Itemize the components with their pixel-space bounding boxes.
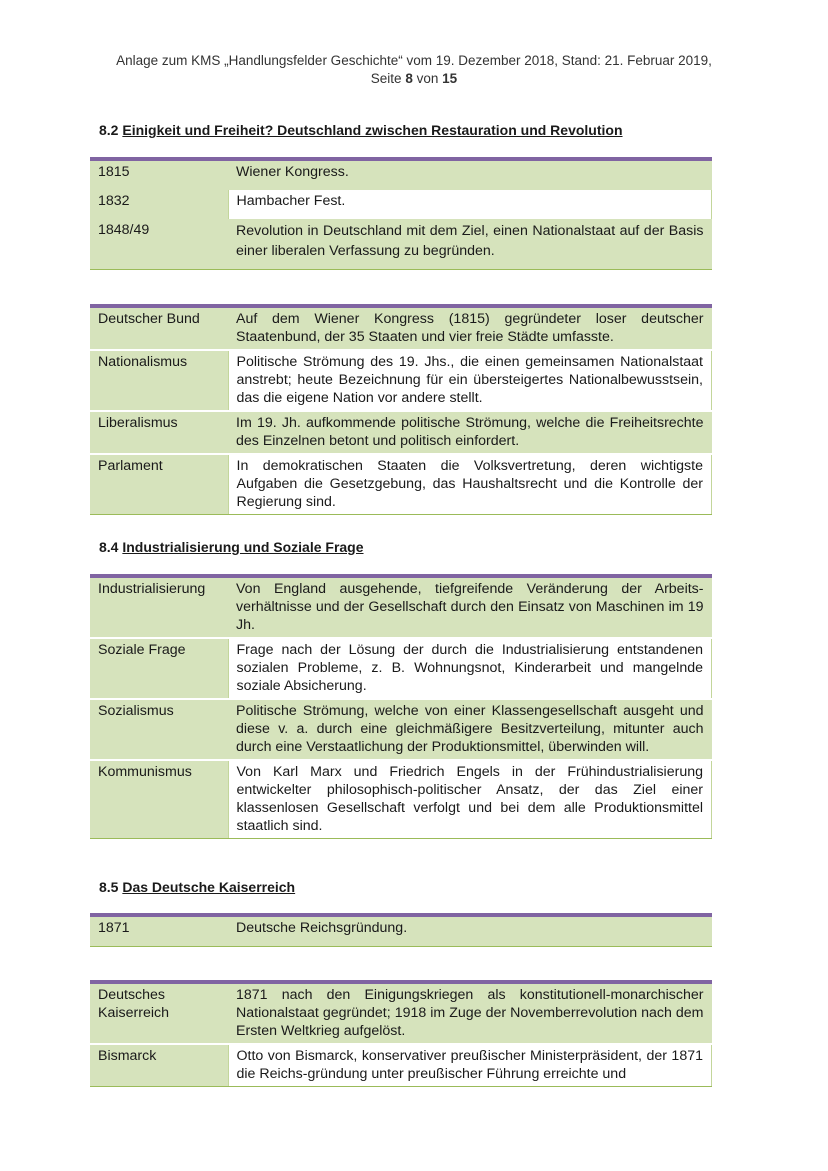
event-cell: Hambacher Fest. (228, 190, 712, 219)
section-heading-8-2: 8.2 Einigkeit und Freiheit? Deutschland zwischen Restauration und Revolution (99, 122, 623, 138)
page-header (0, 52, 828, 88)
terms-table-8-5 (90, 980, 712, 1087)
definition-cell: Frage nach der Lösung der durch die Industrialisierung entstandenen sozialen Probleme, z. B. Wohnungsnot, Kinderarbeit und mangelnde soziale Absicherung. (228, 638, 712, 699)
definition-cell: Otto von Bismarck, konservativer preußischer Ministerpräsident, der 1871 die Reichs-gründung unter preußischer Führung erreichte und (228, 1044, 712, 1087)
term-cell: Bismarck (90, 1044, 228, 1087)
term-cell: Sozialismus (90, 699, 228, 760)
table-row (90, 159, 712, 190)
header-line: Anlage zum KMS „Handlungsfelder Geschichte“ vom 19. Dezember 2018, Stand: 21. Februar 2019, (116, 53, 712, 68)
definition-cell: Auf dem Wiener Kongress (1815) gegründeter loser deutscher Staatenbund, der 35 Staaten und vier freie Städte umfasste. (228, 306, 712, 350)
definition-cell: Politische Strömung, welche von einer Klassengesellschaft ausgeht und diese v. a. durch eine gleichmäßigere Besitzverteilung, mitunter auch durch eine Verstaatlichung der Produktionsmittel, überwinden will. (228, 699, 712, 760)
table-row (90, 915, 712, 947)
term-cell: Soziale Frage (90, 638, 228, 699)
definition-cell: Von England ausgehende, tiefgreifende Veränderung der Arbeitsverhältnisse und der Gesellschaft durch den Einsatz von Maschinen im 19 Jh. (228, 576, 712, 638)
term-cell: Liberalismus (90, 411, 228, 454)
event-cell: Wiener Kongress. (228, 159, 712, 190)
dates-table-8-2 (90, 157, 712, 270)
term-cell: Kommunismus (90, 760, 228, 839)
definition-cell: Im 19. Jh. aufkommende politische Strömung, welche die Freiheitsrechte des Einzelnen betont und politisch einfordert. (228, 411, 712, 454)
date-cell: 1848/49 (90, 219, 228, 270)
event-cell: Deutsche Reichsgründung. (228, 915, 712, 947)
terms-table-8-2 (90, 304, 712, 515)
date-cell: 1832 (90, 190, 228, 219)
section-heading-8-4: 8.4 Industrialisierung und Soziale Frage (99, 539, 364, 555)
date-cell: 1871 (90, 915, 228, 947)
dates-table-8-5 (90, 913, 712, 947)
definition-cell: Politische Strömung des 19. Jhs., die einen gemeinsamen Nationalstaat anstrebt; heute Bezeichnung für ein übersteigertes Nationalbewusstsein, das die eigene Nation vor andere stellt. (228, 350, 712, 411)
definition-cell: Von Karl Marx und Friedrich Engels in der Frühindustrialisierung entwickelter philosophisch-politischer Ansatz, der das Ziel einer klassenlosen Gesellschaft verfolgt und bei dem alle Produktionsmittel staatlich sind. (228, 760, 712, 839)
table-row (90, 219, 712, 270)
table-row (90, 576, 712, 638)
terms-table-8-4 (90, 574, 712, 839)
table-row (90, 454, 712, 515)
term-cell: Parlament (90, 454, 228, 515)
table-row (90, 411, 712, 454)
definition-cell: 1871 nach den Einigungskriegen als konstitutionell-monarchischer Nationalstaat gegründet; 1918 im Zuge der Novemberrevolution nach dem Ersten Weltkrieg aufgelöst. (228, 982, 712, 1044)
event-cell: Revolution in Deutschland mit dem Ziel, einen Nationalstaat auf der Basis einer liberalen Verfassung zu begründen. (228, 219, 712, 270)
term-cell: Nationalismus (90, 350, 228, 411)
table-row (90, 982, 712, 1044)
table-row (90, 306, 712, 350)
section-heading-8-5: 8.5 Das Deutsche Kaiserreich (99, 879, 296, 895)
page-number: Seite 8 von 15 (370, 71, 458, 86)
table-row (90, 638, 712, 699)
table-row (90, 1044, 712, 1087)
term-cell: Industrialisierung (90, 576, 228, 638)
table-row (90, 699, 712, 760)
date-cell: 1815 (90, 159, 228, 190)
table-row (90, 350, 712, 411)
term-cell: Deutsches Kaiserreich (90, 982, 228, 1044)
definition-cell: In demokratischen Staaten die Volksvertretung, deren wichtigste Aufgaben die Gesetzgebung, das Haushaltsrecht und die Kontrolle der Regierung sind. (228, 454, 712, 515)
table-row (90, 760, 712, 839)
term-cell: Deutscher Bund (90, 306, 228, 350)
table-row (90, 190, 712, 219)
